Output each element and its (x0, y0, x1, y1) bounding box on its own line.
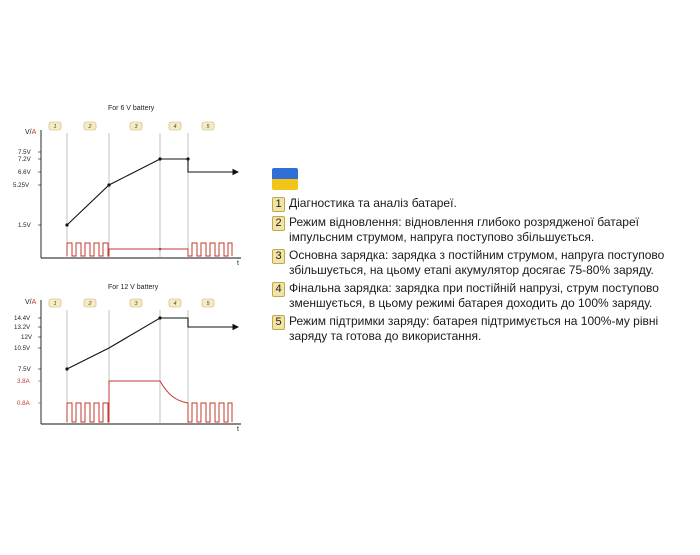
chart-6v-stage-2: 2 (88, 124, 92, 130)
chart-6v-stage-dividers (67, 133, 188, 258)
chart-12v-voltage-curve (67, 318, 238, 369)
legend-number: 5 (272, 315, 285, 330)
legend-number: 2 (272, 216, 285, 231)
chart-6v-voltage-point (186, 157, 189, 160)
legend-item-5 (272, 314, 672, 344)
legend-text: Діагностика та аналіз батареї. (289, 196, 457, 210)
chart-6v-current-point (159, 248, 162, 251)
legend-item-3 (272, 248, 672, 278)
chart-6v-stage-3: 3 (134, 124, 138, 130)
chart-12v-stage-5: 5 (206, 301, 210, 307)
chart-12v-stage-2: 2 (88, 301, 92, 307)
chart-6v (13, 105, 241, 267)
chart-6v-tick-1-5v: 1.5V (18, 222, 31, 229)
chart-6v-voltage-point (107, 183, 110, 186)
chart-6v-title: For 6 V battery (108, 105, 155, 112)
chart-6v-tick-7-5v: 7.5V (18, 149, 31, 156)
chart-12v-tick-7-5v: 7.5V (18, 366, 31, 373)
chart-12v-stage-4: 4 (173, 301, 177, 307)
chart-6v-tick-5-25v: 5.25V (13, 182, 30, 189)
chart-6v-voltage-point (65, 223, 68, 226)
chart-6v-stage-badges (49, 122, 214, 130)
legend-number: 3 (272, 249, 285, 264)
chart-12v-tick-13-2v: 13.2V (14, 324, 31, 331)
ukraine-flag-icon (272, 168, 298, 190)
legend-number: 1 (272, 197, 285, 212)
chart-12v-voltage-point (158, 316, 161, 319)
chart-12v (14, 284, 241, 433)
chart-12v-tick-10-5v: 10.5V (14, 345, 31, 352)
legend-text: Фінальна зарядка: зарядка при постійній напрузі, струм поступово зменшується, в цьому режимі батарея доходить до 100% заряду. (289, 281, 659, 310)
legend-text: Основна зарядка: зарядка з постійним струмом, напруга поступово збільшується, на цьому етапі акумулятор досягає 75-80% заряду. (289, 248, 665, 277)
chart-6v-voltage-ticks (13, 149, 41, 229)
charging-diagrams (0, 0, 270, 555)
chart-12v-tick-14-4v: 14.4V (14, 315, 31, 322)
chart-6v-tick-7-2v: 7.2V (18, 156, 31, 163)
stages-legend (272, 168, 672, 347)
chart-12v-title: For 12 V battery (108, 284, 159, 291)
chart-6v-stage-5: 5 (206, 124, 210, 130)
chart-12v-voltage-point (65, 367, 68, 370)
chart-12v-voltage-ticks (14, 315, 41, 373)
chart-6v-stage-4: 4 (173, 124, 177, 130)
legend-text: Режим підтримки заряду: батарея підтримується на 100%-му рівні заряду та готова до використання. (289, 314, 659, 343)
chart-6v-voltage-curve (67, 159, 238, 225)
chart-12v-stage-1: 1 (53, 301, 57, 307)
chart-12v-stage-3: 3 (134, 301, 138, 307)
legend-item-1 (272, 196, 672, 212)
chart-6v-tick-6-6v: 6.6V (18, 169, 31, 176)
legend-number: 4 (272, 282, 285, 297)
chart-12v-stage-badges (49, 299, 214, 307)
chart-6v-voltage-point (158, 157, 161, 160)
chart-6v-current-curve (67, 243, 232, 256)
chart-12v-current-ticks (17, 378, 41, 407)
chart-12v-tick-0-8a: 0.8A (17, 400, 30, 407)
chart-12v-axis-t: t (237, 426, 239, 433)
chart-6v-stage-1: 1 (53, 124, 57, 130)
legend-item-2 (272, 215, 672, 245)
legend-item-4 (272, 281, 672, 311)
chart-12v-current-curve (67, 381, 232, 422)
chart-6v-axis-t: t (237, 260, 239, 267)
legend-text: Режим відновлення: відновлення глибоко розрядженої батареї імпульсним струмом, напруга поступово збільшується. (289, 215, 639, 244)
chart-12v-axis-v: V/A (25, 299, 37, 306)
chart-6v-axis-v: V/A (25, 129, 37, 136)
chart-12v-tick-3-8a: 3.8A (17, 378, 30, 385)
chart-12v-tick-12v: 12V (21, 334, 33, 341)
